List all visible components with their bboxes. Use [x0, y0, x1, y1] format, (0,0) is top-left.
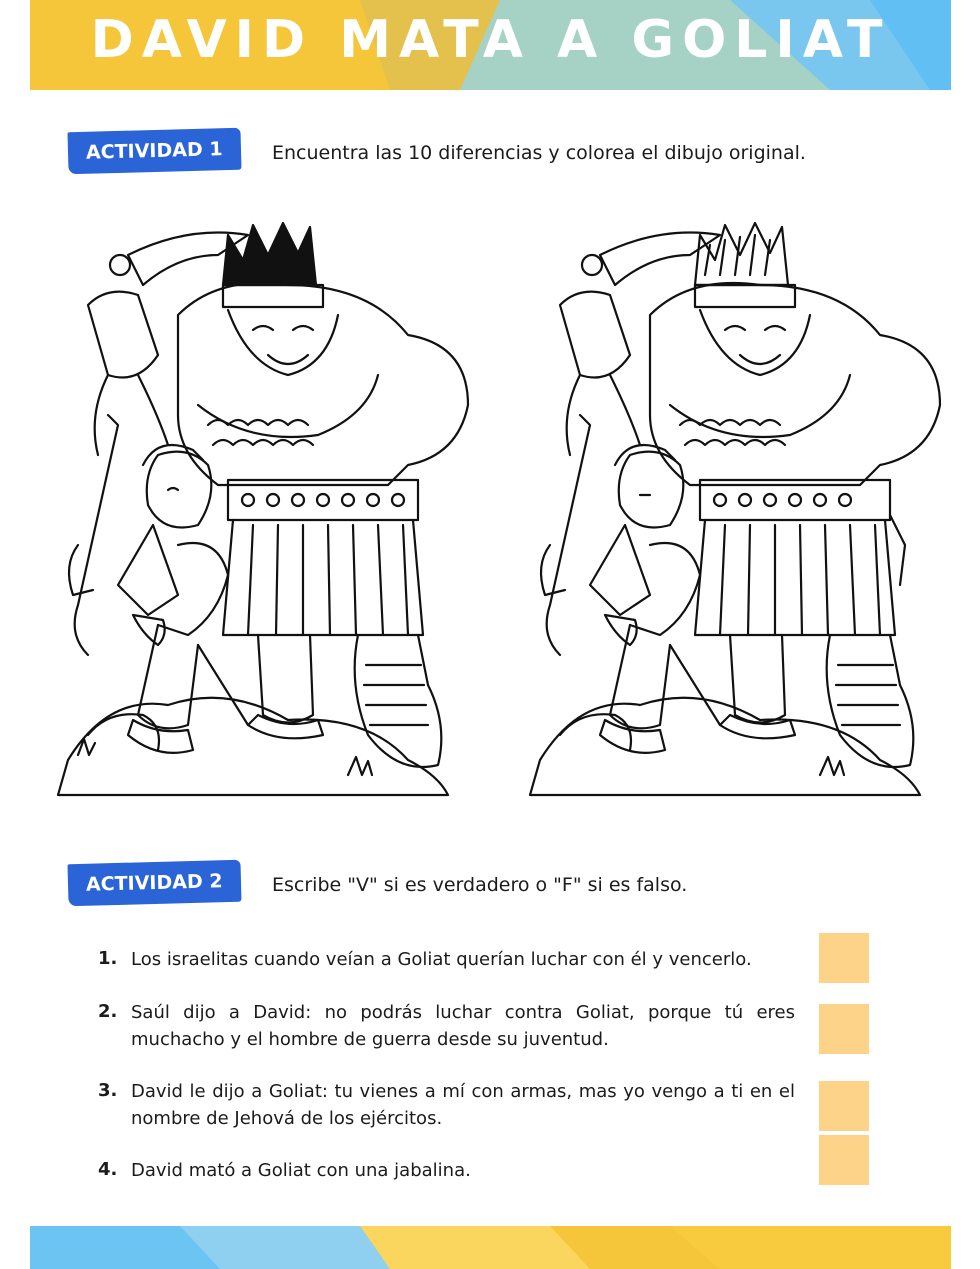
- question-number: 3.: [98, 1080, 118, 1101]
- activity2-badge: ACTIVIDAD 2: [67, 860, 241, 907]
- differences-drawing: [520, 215, 950, 815]
- question-number: 1.: [98, 948, 118, 969]
- original-drawing: [48, 215, 478, 815]
- answer-box[interactable]: [819, 1135, 869, 1185]
- question-number: 2.: [98, 1001, 118, 1022]
- activity2-instruction: Escribe "V" si es verdadero o "F" si es falso.: [272, 874, 688, 896]
- answer-box[interactable]: [819, 1081, 869, 1131]
- activity1-instruction: Encuentra las 10 diferencias y colorea el dibujo original.: [272, 142, 806, 164]
- question-number: 4.: [98, 1159, 118, 1180]
- page-title: DAVID MATA A GOLIAT: [90, 10, 891, 70]
- question-text: Saúl dijo a David: no podrás luchar contra Goliat, porque tú eres muchacho y el hombre de guerra desde su juventud.: [131, 1002, 795, 1050]
- question-text: David le dijo a Goliat: tu vienes a mí con armas, mas yo vengo a ti en el nombre de Jehová de los ejércitos.: [131, 1081, 795, 1129]
- activity1-badge: ACTIVIDAD 1: [67, 128, 241, 175]
- answer-box[interactable]: [819, 1004, 869, 1054]
- question-text: Los israelitas cuando veían a Goliat querían luchar con él y vencerlo.: [131, 949, 752, 970]
- question-text: David mató a Goliat con una jabalina.: [131, 1160, 471, 1181]
- answer-box[interactable]: [819, 933, 869, 983]
- footer-banner: [30, 1226, 951, 1269]
- header-banner: [30, 0, 951, 90]
